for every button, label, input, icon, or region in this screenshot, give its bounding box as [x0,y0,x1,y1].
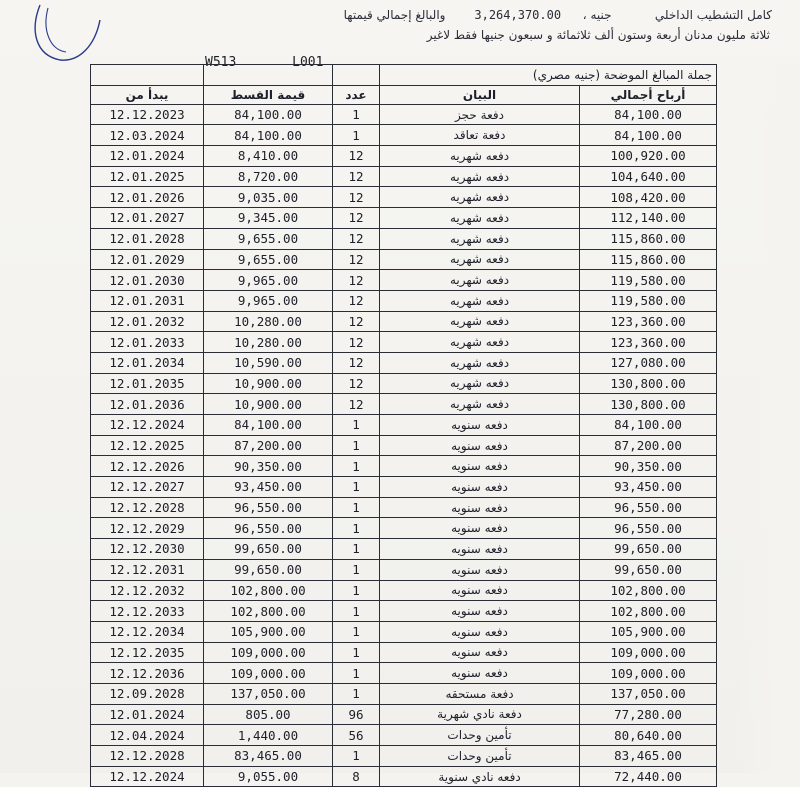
description-cell: دفعه شهريه [380,146,580,167]
count-cell: 1 [333,683,380,704]
header-description: البيان [380,85,580,104]
unit-code: W513 [205,55,237,70]
installment-value-cell: 102,800.00 [204,601,333,622]
total-cell: 130,800.00 [580,373,717,394]
count-cell: 1 [333,518,380,539]
page-edge-shadow [738,64,800,773]
start-date-cell: 12.01.2033 [91,332,204,353]
installment-value-cell: 10,900.00 [204,373,333,394]
header-count: عدد [333,85,380,104]
start-date-cell: 12.09.2028 [91,683,204,704]
count-cell: 1 [333,746,380,767]
start-date-cell: 12.12.2028 [91,497,204,518]
installment-value-cell: 10,280.00 [204,311,333,332]
count-cell: 12 [333,394,380,415]
total-cell: 80,640.00 [580,725,717,746]
description-cell: دفعه شهريه [380,208,580,229]
total-cell: 109,000.00 [580,642,717,663]
table-row [91,725,717,746]
description-cell: دفعه سنويه [380,559,580,580]
start-date-cell: 12.01.2025 [91,166,204,187]
installment-value-cell: 137,050.00 [204,683,333,704]
start-date-cell: 12.12.2029 [91,518,204,539]
table-row [91,746,717,767]
installment-value-cell: 84,100.00 [204,415,333,436]
description-cell: دفعه شهريه [380,352,580,373]
table-row [91,539,717,560]
installment-value-cell: 9,965.00 [204,270,333,291]
count-cell: 12 [333,187,380,208]
total-cell: 84,100.00 [580,415,717,436]
table-row [91,663,717,684]
start-date-cell: 12.01.2034 [91,352,204,373]
start-date-cell: 12.12.2028 [91,746,204,767]
total-cell: 109,000.00 [580,663,717,684]
count-cell: 1 [333,435,380,456]
total-cell: 115,860.00 [580,249,717,270]
installment-value-cell: 84,100.00 [204,125,333,146]
table-row [91,456,717,477]
installment-value-cell: 96,550.00 [204,518,333,539]
installment-value-cell: 9,035.00 [204,187,333,208]
count-cell: 1 [333,104,380,125]
installment-value-cell: 9,965.00 [204,290,333,311]
count-cell: 12 [333,352,380,373]
header-total-amount: 3,264,370.00 [474,8,562,22]
description-cell: دفعه شهريه [380,290,580,311]
description-cell: دفعه سنويه [380,477,580,498]
count-cell: 1 [333,125,380,146]
total-cell: 137,050.00 [580,683,717,704]
total-cell: 93,450.00 [580,477,717,498]
installment-value-cell: 109,000.00 [204,642,333,663]
total-cell: 105,900.00 [580,621,717,642]
start-date-cell: 12.01.2028 [91,228,204,249]
description-cell: دفعه شهريه [380,270,580,291]
start-date-cell: 12.01.2029 [91,249,204,270]
total-cell: 115,860.00 [580,228,717,249]
description-cell: تأمين وحدات [380,725,580,746]
total-cell: 87,200.00 [580,435,717,456]
start-date-cell: 12.12.2030 [91,539,204,560]
count-cell: 96 [333,704,380,725]
total-cell: 84,100.00 [580,125,717,146]
total-cell: 83,465.00 [580,746,717,767]
description-cell: دفعه سنويه [380,415,580,436]
count-cell: 1 [333,415,380,436]
installment-value-cell: 93,450.00 [204,477,333,498]
table-body [91,104,717,787]
count-cell: 1 [333,601,380,622]
table-header-row [91,85,717,104]
header-currency: جنيه ، [582,8,612,22]
installment-value-cell: 10,900.00 [204,394,333,415]
description-cell: دفعة تعاقد [380,125,580,146]
table-row [91,311,717,332]
table-row [91,228,717,249]
installment-value-cell: 805.00 [204,704,333,725]
header-line-total-amount [344,8,772,22]
unit-reference: L001 [292,55,324,70]
start-date-cell: 12.12.2027 [91,477,204,498]
description-cell: دفعه سنويه [380,663,580,684]
count-cell: 1 [333,642,380,663]
table-title-row [91,65,717,86]
description-cell: دفعه سنويه [380,456,580,477]
description-cell: دفعه شهريه [380,187,580,208]
start-date-cell: 12.12.2024 [91,766,204,787]
table-row [91,683,717,704]
table-row [91,497,717,518]
count-cell: 12 [333,228,380,249]
start-date-cell: 12.12.2034 [91,621,204,642]
table-row [91,208,717,229]
table-row [91,704,717,725]
description-cell: دفعه شهريه [380,394,580,415]
table-row [91,352,717,373]
description-cell: دفعه شهريه [380,311,580,332]
total-cell: 104,640.00 [580,166,717,187]
count-cell: 12 [333,146,380,167]
count-cell: 56 [333,725,380,746]
count-cell: 12 [333,311,380,332]
table-row [91,601,717,622]
installment-value-cell: 87,200.00 [204,435,333,456]
table-row [91,125,717,146]
table-row [91,166,717,187]
description-cell: دفعه سنويه [380,621,580,642]
start-date-cell: 12.12.2025 [91,435,204,456]
table-row [91,332,717,353]
total-cell: 112,140.00 [580,208,717,229]
installment-value-cell: 1,440.00 [204,725,333,746]
header-start-date: يبدأ من [91,85,204,104]
table-row [91,518,717,539]
start-date-cell: 12.03.2024 [91,125,204,146]
description-cell: دفعة حجز [380,104,580,125]
description-cell: دفعة مستحقه [380,683,580,704]
description-cell: دفعه سنويه [380,601,580,622]
start-date-cell: 12.12.2026 [91,456,204,477]
count-cell: 1 [333,539,380,560]
start-date-cell: 12.01.2030 [91,270,204,291]
count-cell: 1 [333,456,380,477]
table-row [91,435,717,456]
count-cell: 1 [333,663,380,684]
count-cell: 12 [333,166,380,187]
count-cell: 1 [333,621,380,642]
installment-value-cell: 8,410.00 [204,146,333,167]
count-cell: 12 [333,249,380,270]
total-cell: 127,080.00 [580,352,717,373]
table-row [91,146,717,167]
start-date-cell: 12.12.2032 [91,580,204,601]
start-date-cell: 12.01.2024 [91,704,204,725]
description-cell: دفعه سنويه [380,518,580,539]
table-row [91,621,717,642]
start-date-cell: 12.01.2035 [91,373,204,394]
start-date-cell: 12.01.2026 [91,187,204,208]
count-cell: 12 [333,208,380,229]
installment-value-cell: 105,900.00 [204,621,333,642]
total-cell: 102,800.00 [580,580,717,601]
count-cell: 12 [333,373,380,394]
total-cell: 108,420.00 [580,187,717,208]
description-cell: دفعه سنويه [380,642,580,663]
start-date-cell: 12.01.2027 [91,208,204,229]
pen-scribble-mark [0,0,120,70]
count-cell: 1 [333,580,380,601]
installment-value-cell: 90,350.00 [204,456,333,477]
total-cell: 84,100.00 [580,104,717,125]
start-date-cell: 12.01.2024 [91,146,204,167]
header-total: أرباح أجمالي [580,85,717,104]
total-cell: 102,800.00 [580,601,717,622]
total-cell: 90,350.00 [580,456,717,477]
installment-value-cell: 10,280.00 [204,332,333,353]
total-cell: 119,580.00 [580,270,717,291]
description-cell: دفعه سنويه [380,580,580,601]
total-cell: 96,550.00 [580,518,717,539]
start-date-cell: 12.12.2033 [91,601,204,622]
installment-value-cell: 9,655.00 [204,228,333,249]
table-row [91,477,717,498]
description-cell: دفعه نادي سنوية [380,766,580,787]
count-cell: 12 [333,290,380,311]
installment-value-cell: 99,650.00 [204,559,333,580]
installment-value-cell: 102,800.00 [204,580,333,601]
description-cell: دفعه سنويه [380,497,580,518]
installment-value-cell: 9,655.00 [204,249,333,270]
installment-value-cell: 96,550.00 [204,497,333,518]
description-cell: دفعة نادي شهرية [380,704,580,725]
installment-value-cell: 83,465.00 [204,746,333,767]
start-date-cell: 12.12.2031 [91,559,204,580]
description-cell: دفعه سنويه [380,435,580,456]
total-cell: 119,580.00 [580,290,717,311]
description-cell: دفعه شهريه [380,373,580,394]
start-date-cell: 12.12.2036 [91,663,204,684]
count-cell: 12 [333,332,380,353]
total-cell: 130,800.00 [580,394,717,415]
count-cell: 1 [333,559,380,580]
description-cell: دفعه شهريه [380,249,580,270]
total-cell: 96,550.00 [580,497,717,518]
table-row [91,415,717,436]
description-cell: دفعه شهريه [380,332,580,353]
header-tail-text: كامل التشطيب الداخلي [654,8,772,22]
table-row [91,580,717,601]
installment-value-cell: 10,590.00 [204,352,333,373]
table-row [91,290,717,311]
table-row [91,394,717,415]
table-title: جملة المبالغ الموضحة (جنيه مصري) [380,65,717,86]
table-row [91,373,717,394]
total-cell: 100,920.00 [580,146,717,167]
header-installment-value: قيمة القسط [204,85,333,104]
start-date-cell: 12.01.2036 [91,394,204,415]
installment-value-cell: 9,055.00 [204,766,333,787]
start-date-cell: 12.12.2023 [91,104,204,125]
total-cell: 72,440.00 [580,766,717,787]
table-row [91,559,717,580]
start-date-cell: 12.04.2024 [91,725,204,746]
description-cell: تأمين وحدات [380,746,580,767]
start-date-cell: 12.01.2032 [91,311,204,332]
count-cell: 12 [333,270,380,291]
total-cell: 123,360.00 [580,311,717,332]
installment-value-cell: 99,650.00 [204,539,333,560]
table-row [91,766,717,787]
table-row [91,249,717,270]
table-row [91,642,717,663]
count-cell: 8 [333,766,380,787]
table-row [91,270,717,291]
total-cell: 99,650.00 [580,539,717,560]
total-cell: 77,280.00 [580,704,717,725]
description-cell: دفعه شهريه [380,228,580,249]
installment-value-cell: 9,345.00 [204,208,333,229]
installment-value-cell: 84,100.00 [204,104,333,125]
count-cell: 1 [333,497,380,518]
count-cell: 1 [333,477,380,498]
table-row [91,104,717,125]
payment-schedule-table [90,64,717,787]
installment-value-cell: 109,000.00 [204,663,333,684]
total-cell: 99,650.00 [580,559,717,580]
header-intro-text: والبالغ إجمالي قيمتها [343,8,446,22]
start-date-cell: 12.01.2031 [91,290,204,311]
description-cell: دفعه سنويه [380,539,580,560]
header-amount-in-words: ثلاثة مليون مدنان أربعة وستون ألف ثلاثمائة و سبعون جنيها فقط لاغير [426,28,770,42]
total-cell: 123,360.00 [580,332,717,353]
installment-value-cell: 8,720.00 [204,166,333,187]
start-date-cell: 12.12.2024 [91,415,204,436]
start-date-cell: 12.12.2035 [91,642,204,663]
description-cell: دفعه شهريه [380,166,580,187]
table-row [91,187,717,208]
